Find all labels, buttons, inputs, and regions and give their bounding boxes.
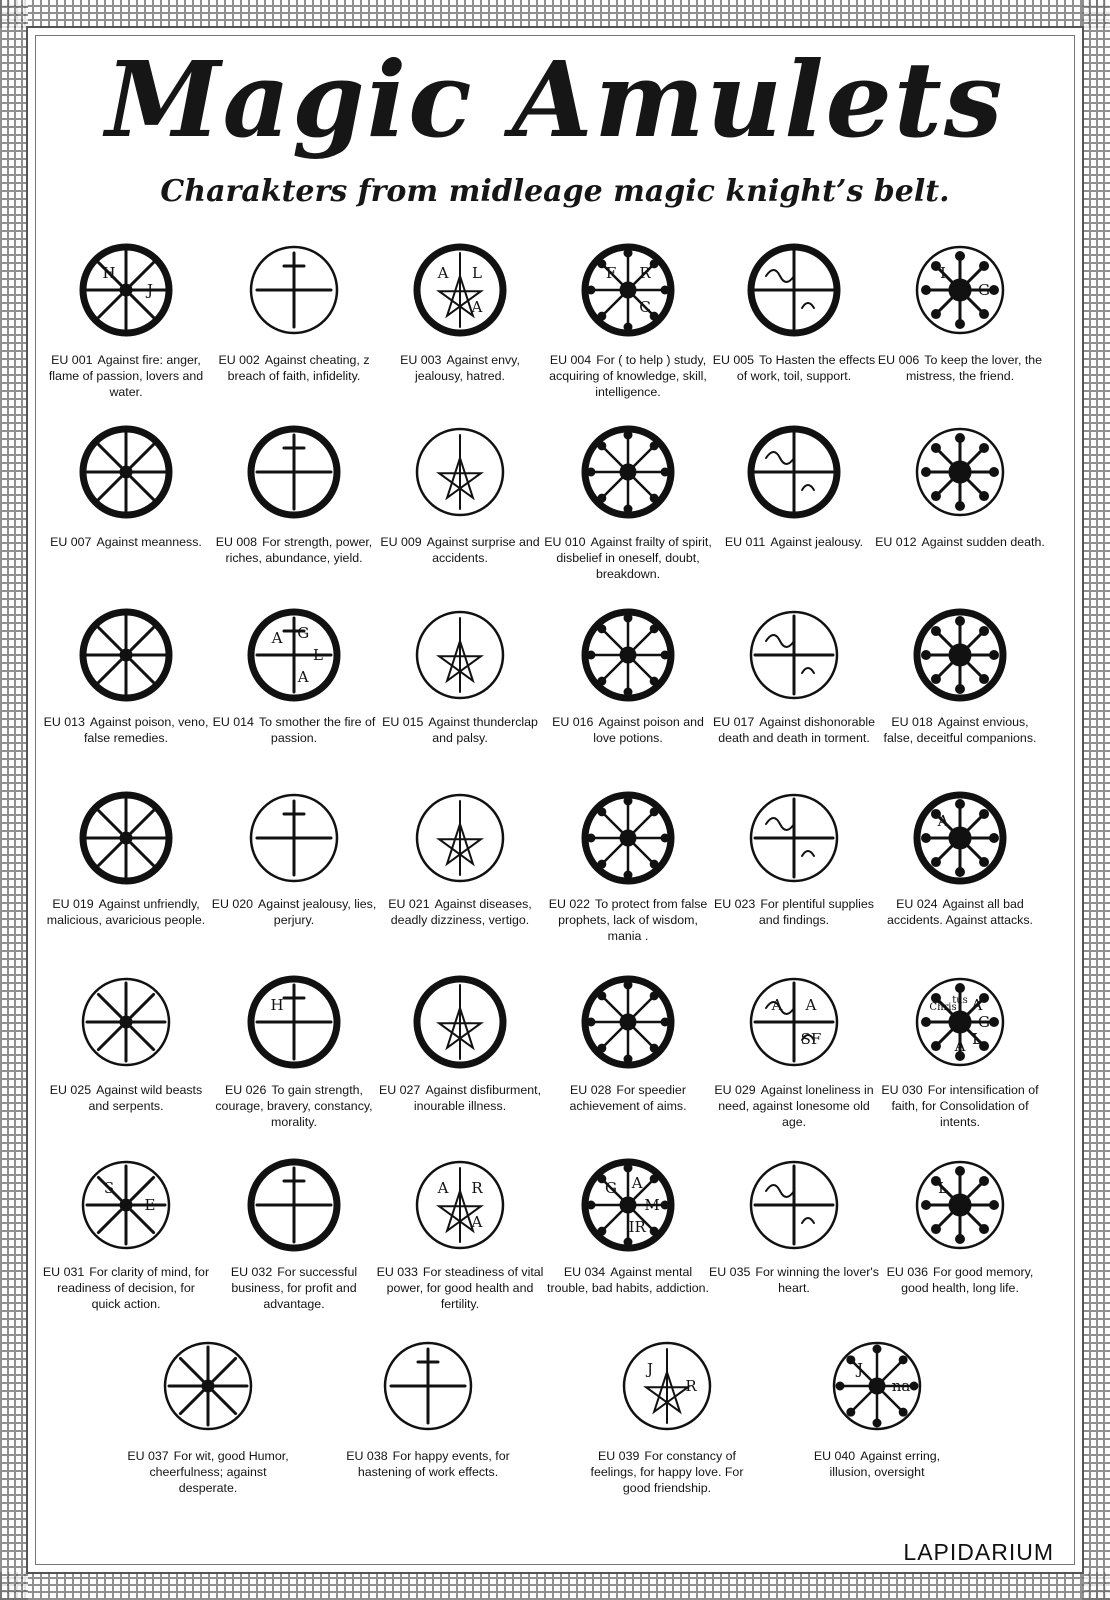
- planet-cross-seal-icon: [580, 974, 676, 1070]
- infinity-seal-icon: [619, 1338, 715, 1434]
- amulet-description: To gain strength, courage, bravery, constancy, morality.: [215, 1083, 373, 1129]
- glyph-seal-icon: [412, 424, 508, 520]
- amulet-seal-drawing: [78, 1157, 174, 1253]
- seal-letter: G: [297, 623, 310, 642]
- amulet-caption: [41, 714, 211, 746]
- amulet-seal-drawing: [380, 1338, 476, 1434]
- seal-letter: R: [471, 1179, 483, 1198]
- seal-letter: SF: [800, 1029, 822, 1048]
- amulet-description: Against envious, false, deceitful companions.: [883, 715, 1037, 745]
- grid-seal-icon: [246, 790, 342, 886]
- amulet-description: Against unfriendly, malicious, avaricious people.: [46, 897, 206, 927]
- seal-letter: S: [103, 1179, 115, 1198]
- amulet-code: EU 013: [43, 715, 85, 729]
- amulet-code: EU 007: [50, 535, 92, 549]
- amulet-description: Against erring, illusion, oversight: [829, 1449, 941, 1479]
- amulet-code: EU 037: [127, 1449, 169, 1463]
- ara-seal-icon: [412, 1157, 508, 1253]
- amulet-caption: [41, 1264, 211, 1312]
- anchor-seal-icon: [78, 790, 174, 886]
- amulet-description: Against envy, jealousy, hatred.: [414, 353, 520, 383]
- amulet-description: For good memory, good health, long life.: [901, 1265, 1034, 1295]
- amulet-code: EU 032: [230, 1265, 273, 1279]
- arrow-wheel-seal-icon: [580, 424, 676, 520]
- rune-wheel-seal-icon: [746, 424, 842, 520]
- amulet-description: For wit, good Humor, cheerfulness; against desperate.: [149, 1449, 289, 1495]
- amulet-seal-drawing: [78, 790, 174, 886]
- seal-letter: IR: [628, 1218, 646, 1237]
- s-e-star-seal-icon: [78, 1157, 174, 1253]
- amulet-description: For successful business, for profit and advantage.: [231, 1265, 358, 1311]
- amulet-code: EU 031: [42, 1265, 85, 1279]
- amulet-caption: [875, 534, 1045, 550]
- sun-cross-seal-icon: [912, 1157, 1008, 1253]
- amulet-description: For strength, power, riches, abundance, yield.: [225, 535, 373, 565]
- amulet-description: Against jealousy, lies, perjury.: [258, 897, 377, 927]
- veil-seal-icon: [580, 790, 676, 886]
- gam-wheel-seal-icon: [580, 1157, 676, 1253]
- amulet-description: Against thunderclap and palsy.: [428, 715, 538, 745]
- amulet-code: EU 039: [598, 1449, 640, 1463]
- amulet-description: For steadiness of vital power, for good health and fertility.: [386, 1265, 544, 1311]
- seal-letter: A: [471, 297, 483, 316]
- amulet-description: Against wild beasts and serpents.: [88, 1083, 203, 1113]
- amulet-seal-drawing: [580, 607, 676, 703]
- amulet-description: Against disfiburment, inourable illness.: [413, 1083, 542, 1113]
- script-seal-icon: [412, 607, 508, 703]
- amulet-code: EU 015: [382, 715, 424, 729]
- amulet-caption: [709, 534, 879, 550]
- amulet-seal-drawing: [912, 974, 1008, 1070]
- brand-label: LAPIDARIUM: [903, 1539, 1054, 1565]
- amulet-seal-drawing: [246, 1157, 342, 1253]
- amulet-seal-drawing: [78, 607, 174, 703]
- amulet-code: EU 001: [51, 353, 93, 367]
- ladder-seal-icon: [412, 790, 508, 886]
- amulet-seal-drawing: [246, 424, 342, 520]
- heart-cross-seal-icon: [246, 974, 342, 1070]
- amulet-code: EU 027: [378, 1083, 421, 1097]
- amulet-caption: [41, 1082, 211, 1114]
- triangle-seal-icon: [380, 1338, 476, 1434]
- amulet-caption: [209, 1264, 379, 1312]
- amulet-code: EU 005: [712, 353, 755, 367]
- amulet-caption: [875, 714, 1045, 746]
- amulet-caption: [543, 352, 713, 400]
- amulet-seal-drawing: [78, 424, 174, 520]
- amulet-description: Against all bad accidents. Against attacks.: [886, 897, 1033, 927]
- seal-letter: A: [297, 668, 309, 687]
- seal-letter: A: [437, 1179, 449, 1198]
- amulet-description: To protect from false prophets, lack of wisdom, mania .: [558, 897, 708, 943]
- amulet-description: For ( to help ) study, acquiring of knowledge, skill, intelligence.: [549, 353, 707, 399]
- amulet-code: EU 019: [52, 897, 94, 911]
- amulet-description: Against poison, veno, false remedies.: [83, 715, 209, 745]
- seal-letter: C: [639, 297, 651, 316]
- amulet-caption: [209, 714, 379, 746]
- amulet-seal-drawing: [580, 1157, 676, 1253]
- amulet-caption: [875, 896, 1045, 928]
- seal-letter: na: [891, 1377, 911, 1395]
- emblem-seal-icon: [912, 790, 1008, 886]
- amulet-caption: [375, 1082, 545, 1114]
- amulet-description: For speedier achievement of aims.: [569, 1083, 687, 1113]
- amulet-code: EU 014: [212, 715, 254, 729]
- seal-letter: L: [471, 264, 482, 283]
- amulet-description: To smother the fire of passion.: [258, 715, 376, 745]
- amulet-seal-drawing: [619, 1338, 715, 1434]
- amulet-seal-drawing: [829, 1338, 925, 1434]
- page-subtitle: Charakters from midleage magic knight’s belt.: [160, 174, 950, 209]
- amulet-caption: [375, 896, 545, 928]
- cross-glyph-seal-icon: [78, 607, 174, 703]
- amulet-seal-drawing: [580, 974, 676, 1070]
- seal-letter: L: [313, 646, 323, 664]
- amulet-description: For intensification of faith, for Consolidation of intents.: [891, 1083, 1039, 1129]
- amulet-caption: [709, 352, 879, 384]
- seal-letter: A: [805, 996, 817, 1015]
- amulet-caption: [543, 896, 713, 944]
- border-right: [1082, 0, 1110, 1600]
- seal-letter: M: [644, 1196, 660, 1214]
- amulet-seal-drawing: [746, 1157, 842, 1253]
- symbol-wheel-seal-icon: [412, 974, 508, 1070]
- seal-letter: A: [271, 629, 283, 648]
- seal-letter: H: [102, 264, 116, 283]
- seal-letter: Chris: [929, 1002, 957, 1014]
- branch-cross-seal-icon: [746, 790, 842, 886]
- amulet-code: EU 024: [896, 897, 938, 911]
- amulet-caption: [209, 1082, 379, 1130]
- amulet-seal-drawing: [412, 974, 508, 1070]
- diamond-script-seal-icon: [746, 1157, 842, 1253]
- amulet-seal-drawing: [412, 790, 508, 886]
- amulet-seal-drawing: [746, 974, 842, 1070]
- seal-letter: A: [631, 1173, 643, 1192]
- amulet-seal-drawing: [412, 242, 508, 338]
- amulet-description: Against mental trouble, bad habits, addiction.: [547, 1265, 709, 1295]
- seal-letter: A: [971, 996, 983, 1015]
- christus-seal-icon: [912, 974, 1008, 1070]
- amulet-seal-drawing: [912, 790, 1008, 886]
- amulet-description: To keep the lover, the mistress, the friend.: [905, 353, 1043, 383]
- amulet-description: Against sudden death.: [921, 535, 1045, 549]
- seal-letter: F: [605, 264, 617, 283]
- amulet-caption: [375, 352, 545, 384]
- star-spoke-seal-icon: [78, 424, 174, 520]
- amulet-caption: [582, 1448, 752, 1496]
- amulet-code: EU 003: [400, 353, 442, 367]
- amulet-code: EU 021: [388, 897, 430, 911]
- seal-letter: R: [685, 1377, 697, 1395]
- amulet-caption: [41, 534, 211, 550]
- amulet-code: EU 011: [724, 535, 766, 549]
- amulet-code: EU 025: [49, 1083, 92, 1097]
- amulet-code: EU 002: [218, 353, 260, 367]
- amulet-seal-drawing: [246, 974, 342, 1070]
- amulet-code: EU 038: [346, 1449, 388, 1463]
- sceptre-wheel-seal-icon: [246, 1157, 342, 1253]
- amulet-description: Against meanness.: [96, 535, 202, 549]
- agla-seal-icon: [246, 607, 342, 703]
- amulet-caption: [209, 534, 379, 566]
- amulet-description: Against diseases, deadly dizziness, vertigo.: [390, 897, 532, 927]
- amulet-code: EU 012: [875, 535, 917, 549]
- amulet-seal-drawing: [580, 424, 676, 520]
- amulet-seal-drawing: [246, 790, 342, 886]
- seal-letter: A: [954, 1037, 966, 1055]
- amulet-code: EU 026: [225, 1083, 267, 1097]
- seal-letter: tus: [952, 995, 968, 1006]
- amulet-code: EU 016: [552, 715, 594, 729]
- amulet-code: EU 017: [712, 715, 755, 729]
- amulet-description: Against poison and love potions.: [593, 715, 704, 745]
- amulet-caption: [41, 352, 211, 400]
- pentagram-seal-icon: [580, 242, 676, 338]
- amulet-description: For plentiful supplies and findings.: [758, 897, 874, 927]
- amulet-caption: [209, 896, 379, 928]
- amulet-caption: [209, 352, 379, 384]
- spoked-wheel-seal-icon: [246, 242, 342, 338]
- amulet-caption: [875, 1082, 1045, 1130]
- amulet-caption: [375, 534, 545, 566]
- seal-letter: L: [971, 1029, 982, 1048]
- amulet-code: EU 008: [215, 535, 258, 549]
- ring-pentagram-seal-icon: [829, 1338, 925, 1434]
- amulet-seal-drawing: [78, 974, 174, 1070]
- agla-cross-seal-icon: [412, 242, 508, 338]
- seal-letter: A: [771, 996, 783, 1015]
- border-top: [0, 0, 1110, 28]
- amulet-caption: [375, 714, 545, 746]
- seal-letter: J: [146, 281, 154, 299]
- amulet-code: EU 035: [709, 1265, 751, 1279]
- caduceus-seal-icon: [246, 424, 342, 520]
- amulet-code: EU 029: [714, 1083, 756, 1097]
- amulet-code: EU 018: [891, 715, 933, 729]
- amulet-seal-drawing: [912, 607, 1008, 703]
- heart-spoke-seal-icon: [78, 242, 174, 338]
- seal-letter: J: [647, 1360, 654, 1379]
- amulet-caption: [123, 1448, 293, 1496]
- amulet-code: EU 030: [881, 1083, 923, 1097]
- amulet-description: Against frailty of spirit, disbelief in oneself, doubt, breakdown.: [556, 535, 712, 581]
- amulet-description: To Hasten the effects of work, toil, support.: [736, 353, 876, 383]
- amulet-caption: [875, 1264, 1045, 1296]
- amulet-description: For happy events, for hastening of work effects.: [357, 1449, 510, 1479]
- amulet-caption: [543, 714, 713, 746]
- amulet-description: Against loneliness in need, against lonesome old age.: [718, 1083, 874, 1129]
- seal-letter: G: [605, 1179, 618, 1198]
- amulet-description: Against cheating, z breach of faith, infidelity.: [227, 353, 370, 383]
- amulet-code: EU 036: [886, 1265, 929, 1279]
- amulet-caption: [543, 1082, 713, 1114]
- seal-letter: G: [978, 1013, 990, 1031]
- seal-letter: J: [857, 1360, 864, 1379]
- seal-letter: I: [940, 264, 946, 283]
- page-title: Magic Amulets: [105, 38, 1005, 161]
- quartered-seal-icon: [746, 607, 842, 703]
- sun-face-seal-icon: [78, 974, 174, 1070]
- amulet-seal-drawing: [412, 1157, 508, 1253]
- seal-letter: G: [978, 281, 990, 299]
- pendant-cross-seal-icon: [160, 1338, 256, 1434]
- amulet-seal-drawing: [412, 424, 508, 520]
- amulet-seal-drawing: [746, 242, 842, 338]
- amulet-code: EU 022: [548, 897, 591, 911]
- amulet-seal-drawing: [412, 607, 508, 703]
- amulet-description: Against surprise and accidents.: [426, 535, 540, 565]
- amulet-seal-drawing: [580, 242, 676, 338]
- border-left: [0, 0, 28, 1600]
- amulet-code: EU 040: [813, 1449, 856, 1463]
- amulet-caption: [41, 896, 211, 928]
- amulet-caption: [543, 1264, 713, 1296]
- amulet-code: EU 023: [714, 897, 756, 911]
- amulet-seal-drawing: [746, 424, 842, 520]
- amulet-seal-drawing: [746, 607, 842, 703]
- amulet-code: EU 006: [877, 353, 920, 367]
- amulet-caption: [709, 1082, 879, 1130]
- amulet-code: EU 034: [563, 1265, 606, 1279]
- seal-letter: E: [144, 1196, 156, 1214]
- star-cross-seal-icon: [912, 242, 1008, 338]
- amulet-description: For winning the lover's heart.: [755, 1265, 879, 1295]
- amulet-seal-drawing: [246, 242, 342, 338]
- border-bottom: [0, 1572, 1110, 1600]
- amulet-seal-drawing: [912, 424, 1008, 520]
- amulet-caption: [343, 1448, 513, 1480]
- amulet-seal-drawing: [912, 242, 1008, 338]
- amulet-caption: [709, 896, 879, 928]
- x-cross-seal-icon: [580, 607, 676, 703]
- amulet-caption: [375, 1264, 545, 1312]
- amulet-seal-drawing: [78, 242, 174, 338]
- amulet-code: EU 009: [380, 535, 422, 549]
- amulet-caption: [709, 1264, 879, 1296]
- faces-seal-icon: [746, 242, 842, 338]
- amulet-seal-drawing: [246, 607, 342, 703]
- seal-letter: H: [270, 996, 284, 1015]
- flower-seal-icon: [912, 607, 1008, 703]
- amulet-seal-drawing: [160, 1338, 256, 1434]
- amulet-caption: [543, 534, 713, 582]
- amulet-description: For clarity of mind, for readiness of decision, for quick action.: [57, 1265, 210, 1311]
- amulet-code: EU 028: [570, 1083, 612, 1097]
- amulet-caption: [709, 714, 879, 746]
- amulet-code: EU 033: [376, 1265, 418, 1279]
- seal-letter: A: [471, 1212, 483, 1231]
- amulet-code: EU 004: [549, 353, 592, 367]
- amulet-seal-drawing: [746, 790, 842, 886]
- amulet-seal-drawing: [912, 1157, 1008, 1253]
- amulet-seal-drawing: [580, 790, 676, 886]
- letter-cross-seal-icon: [746, 974, 842, 1070]
- amulet-caption: [875, 352, 1045, 384]
- amulet-description: Against dishonorable death and death in torment.: [718, 715, 876, 745]
- amulet-description: Against fire: anger, flame of passion, lovers and water.: [48, 353, 204, 399]
- seal-letter: R: [639, 264, 651, 283]
- amulet-description: Against jealousy.: [770, 535, 864, 549]
- seal-letter: A: [437, 264, 449, 283]
- amulet-code: EU 020: [211, 897, 254, 911]
- amulet-description: For constancy of feelings, for happy love. For good friendship.: [590, 1449, 744, 1495]
- seal-letter: A: [937, 812, 949, 831]
- seal-letter: L: [938, 1179, 949, 1198]
- amulet-code: EU 010: [544, 535, 586, 549]
- sun-seal-icon: [912, 424, 1008, 520]
- amulet-caption: [792, 1448, 962, 1480]
